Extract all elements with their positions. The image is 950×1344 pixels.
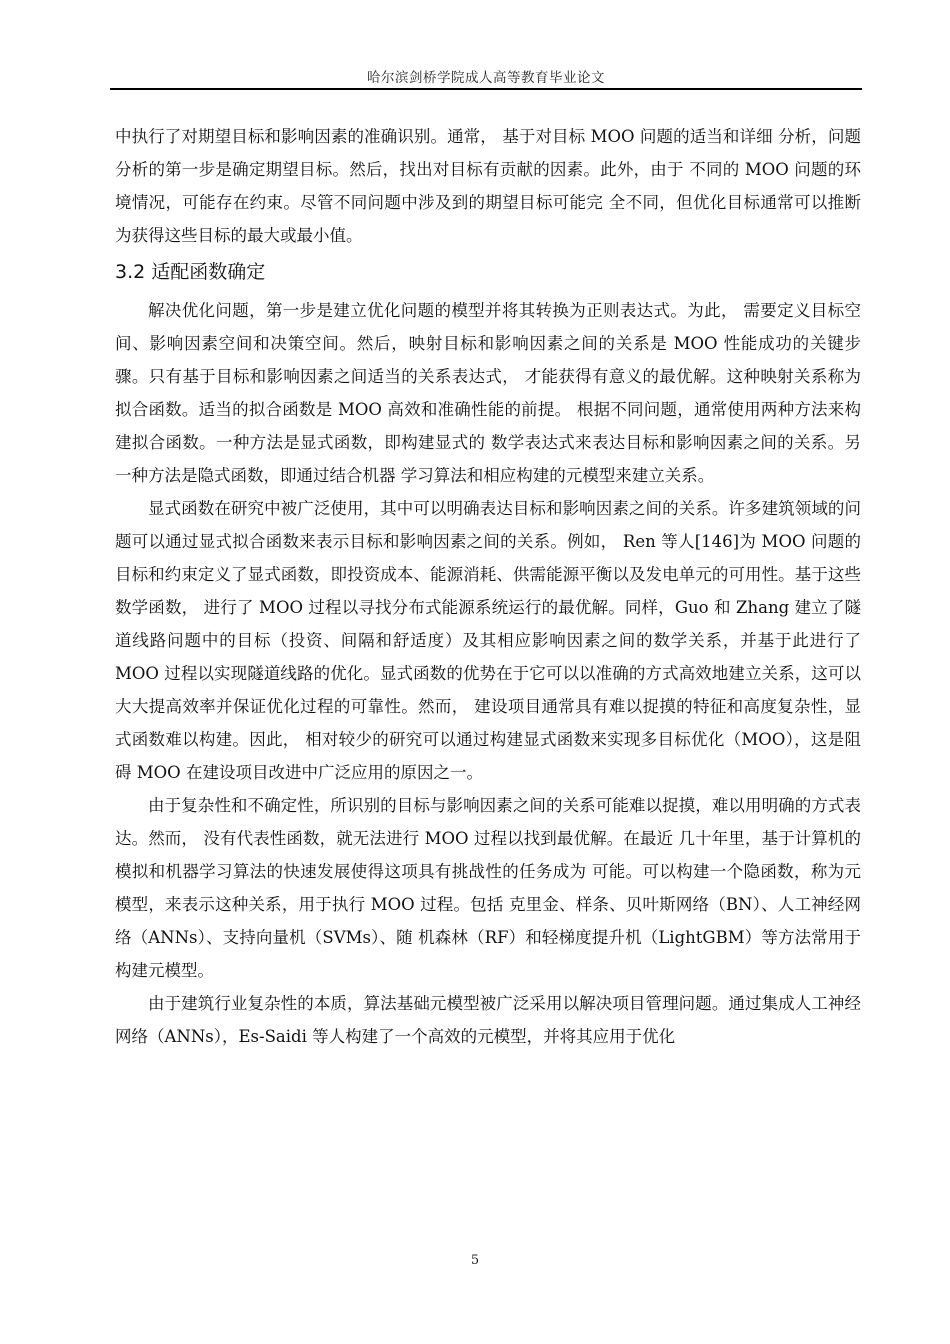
section-heading: 3.2 适配函数确定 bbox=[115, 261, 266, 283]
header-divider bbox=[110, 88, 862, 90]
paragraph: 由于复杂性和不确定性，所识别的目标与影响因素之间的关系可能难以捉摸，难以用明确的方式表达。然而， 没有代表性函数，就无法进行 MOO 过程以找到最优解。在最近 几十年里，基于计算机的模拟和机器学习算法的快速发展使得这项具有挑战性的任务成为 可能。可以构建一个隐函数，称为元模型，来表示这种关系，用于执行 MOO 过程。包括 克里金、样条、贝叶斯网络（BN）、人工神经网络（ANNs）、支持向量机（SVMs）、随 机森林（RF）和轻梯度提升机（LightGBM）等方法常用于构建元模型。 bbox=[115, 796, 861, 980]
page-number: 5 bbox=[470, 1253, 480, 1268]
document-body bbox=[115, 120, 861, 1053]
paragraph: 由于建筑行业复杂性的本质，算法基础元模型被广泛采用以解决项目管理问题。通过集成人工神经网络（ANNs），Es-Saidi 等人构建了一个高效的元模型，并将其应用于优化 bbox=[115, 994, 861, 1046]
paragraph: 解决优化问题，第一步是建立优化问题的模型并将其转换为正则表达式。为此， 需要定义目标空间、影响因素空间和决策空间。然后，映射目标和影响因素之间的关系是 MOO 性能成功的关键步骤。只有基于目标和影响因素之间适当的关系表达式， 才能获得有意义的最优解。这种映射关系称为拟合函数。适当的拟合函数是 MOO 高效和准确性能的前提。 根据不同问题，通常使用两种方法来构建拟合函数。一种方法是显式函数，即构建显式的 数学表达式来表达目标和影响因素之间的关系。另一种方法是隐式函数，即通过结合机器 学习算法和相应构建的元模型来建立关系。 bbox=[115, 301, 861, 485]
paragraph: 中执行了对期望目标和影响因素的准确识别。通常， 基于对目标 MOO 问题的适当和详细 分析，问题分析的第一步是确定期望目标。然后，找出对目标有贡献的因素。此外，由于 不同的 MOO 问题的环境情况，可能存在约束。尽管不同问题中涉及到的期望目标可能完 全不同，但优化目标通常可以推断为获得这些目标的最大或最小值。 bbox=[115, 127, 861, 245]
page-header: 哈尔滨剑桥学院成人高等教育毕业论文 bbox=[367, 70, 605, 86]
paragraph: 显式函数在研究中被广泛使用，其中可以明确表达目标和影响因素之间的关系。许多建筑领域的问题可以通过显式拟合函数来表示目标和影响因素之间的关系。例如， Ren 等人[146]为 MOO 问题的目标和约束定义了显式函数，即投资成本、能源消耗、供需能源平衡以及发电单元的可用性。基于这些数学函数， 进行了 MOO 过程以寻找分布式能源系统运行的最优解。同样，Guo 和 Zhang 建立了隧道线路问题中的目标（投资、间隔和舒适度）及其相应影响因素之间的数学关系，并基于此进行了 MOO 过程以实现隧道线路的优化。显式函数的优势在于它可以以准确的方式高效地建立关系，这可以大大提高效率并保证优化过程的可靠性。然而， 建设项目通常具有难以捉摸的特征和高度复杂性，显式函数难以构建。因此， 相对较少的研究可以通过构建显式函数来实现多目标优化（MOO），这是阻碍 MOO 在建设项目改进中广泛应用的原因之一。 bbox=[115, 499, 861, 782]
